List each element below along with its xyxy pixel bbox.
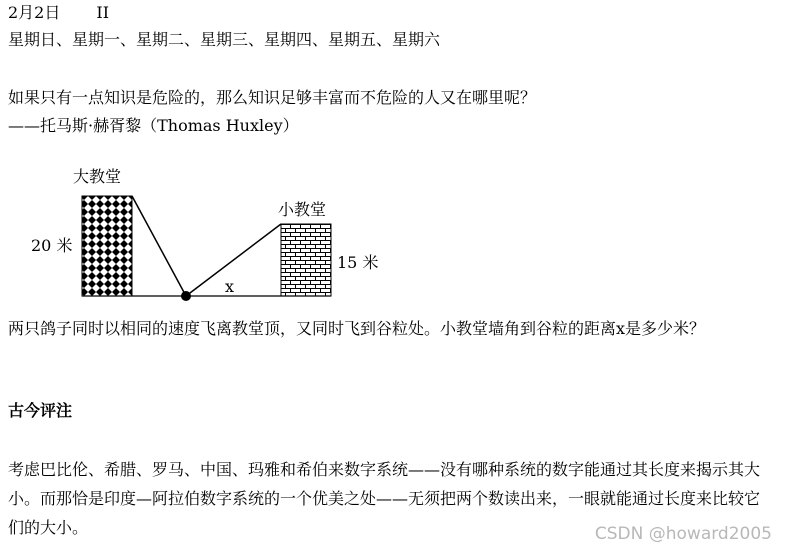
small-hall-height: 15 米 xyxy=(337,253,379,272)
small-hall-building xyxy=(281,224,331,296)
quote-text: 如果只有一点知识是危险的，那么知识足够丰富而不危险的人又在哪里呢？ xyxy=(8,88,537,107)
watermark: CSDN @howard2005 xyxy=(594,524,772,544)
date-text: 2月2日 xyxy=(8,3,61,22)
distance-x-label: x xyxy=(225,277,235,296)
grain-dot xyxy=(181,291,191,301)
big-flight-path xyxy=(132,196,186,296)
commentary-text: 考虑巴比伦、希腊、罗马、中国、玛雅和希伯来数字系统——没有哪种系统的数字能通过其长度来揭示其大小。而那恰是印度—阿拉伯数字系统的一个优美之处——无须把两个数读出来，一眼就能通过长度来比较它们的大小。 xyxy=(8,460,761,537)
weekdays-line: 星期日、星期一、星期二、星期三、星期四、星期五、星期六 xyxy=(8,30,441,49)
big-hall-label: 大教堂 xyxy=(73,167,122,186)
roman-numeral: II xyxy=(96,3,110,22)
small-hall-label: 小教堂 xyxy=(278,200,327,219)
commentary-title: 古今评注 xyxy=(8,401,73,420)
quote-author: ——托马斯·赫胥黎（Thomas Huxley） xyxy=(8,116,299,135)
big-hall-height: 20 米 xyxy=(31,236,73,255)
problem-text: 两只鸽子同时以相同的速度飞离教堂顶，又同时飞到谷粒处。小教堂墙角到谷粒的距离x是多少米？ xyxy=(8,319,706,338)
big-hall-building xyxy=(82,196,132,296)
